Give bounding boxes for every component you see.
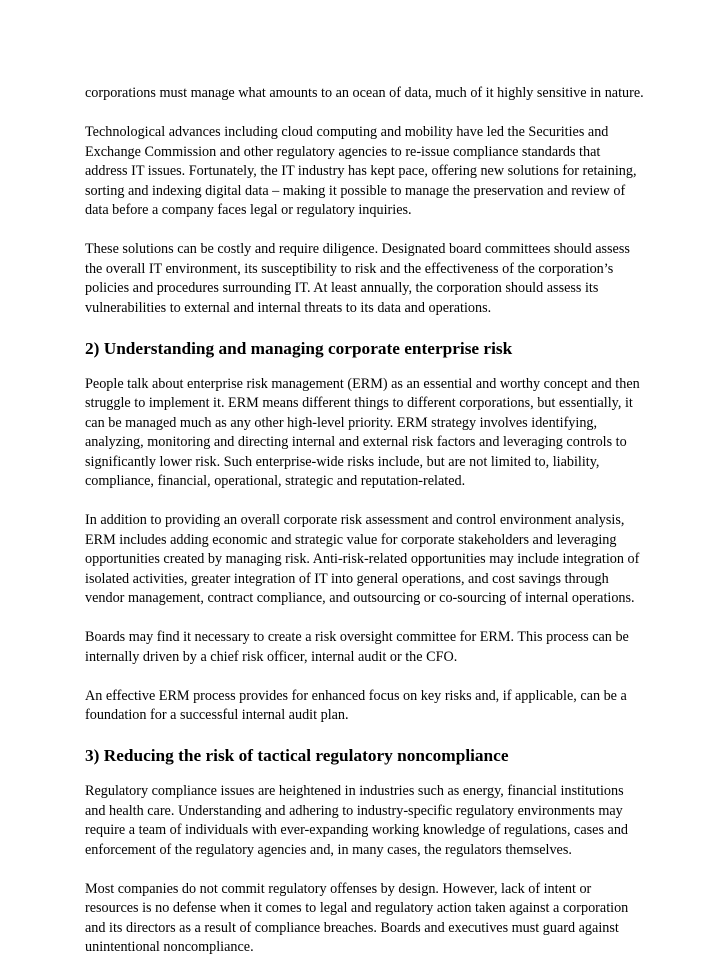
section-3-paragraph-2: Most companies do not commit regulatory offenses by design. However, lack of intent or resources is no defense when it comes to legal and regulatory action taken against a corporation and its directors as a result of compliance breaches. Boards and executives must guard against unintentional noncompliance.: [85, 880, 629, 955]
document-page: [85, 84, 645, 977]
paragraph-intro-2: Technological advances including cloud computing and mobility have led the Securities and Exchange Commission and other regulatory agencies to re-issue compliance standards that address IT issues. Fortunately, the IT industry has kept pace, offering new solutions for retaining, sorting and indexing digital data – making it possible to manage the preservation and review of data before a company faces legal or regulatory inquiries.: [85, 124, 637, 218]
section-3-paragraph-1: Regulatory compliance issues are heightened in industries such as energy, financial institutions and health care. Understanding and adhering to industry-specific regulatory environments may require a team of individuals with ever-expanding working knowledge of regulations, cases and enforcement of the regulatory agencies and, in many cases, the regulators themselves.: [85, 783, 629, 858]
section-2-paragraph-2: In addition to providing an overall corporate risk assessment and control environment analysis, ERM includes adding economic and strategic value for corporate stakeholders and leveraging opportunities created by managing risk. Anti-risk-related opportunities may include integration of isolated activities, greater integration of IT into general operations, and cost savings through vendor management, contract compliance, and outsourcing or co-sourcing of internal operations.: [85, 512, 640, 606]
section-2-heading: 2) Understanding and managing corporate enterprise risk: [85, 338, 513, 358]
section-2-paragraph-1: People talk about enterprise risk management (ERM) as an essential and worthy concept and then struggle to implement it. ERM means different things to different corporations, but essentially, it can be managed much as any other high-level priority. ERM strategy involves identifying, analyzing, monitoring and directing internal and external risk factors and leveraging controls to significantly lower risk. Such enterprise-wide risks include, but are not limited to, liability, compliance, financial, operational, strategic and reputation-related.: [85, 375, 640, 489]
section-3-heading: 3) Reducing the risk of tactical regulatory noncompliance: [85, 746, 509, 765]
paragraph-intro-1: corporations must manage what amounts to an ocean of data, much of it highly sensitive in nature.: [85, 85, 644, 101]
section-2-paragraph-3: Boards may find it necessary to create a risk oversight committee for ERM. This process can be internally driven by a chief risk officer, internal audit or the CFO.: [85, 629, 629, 665]
section-2-paragraph-4: An effective ERM process provides for enhanced focus on key risks and, if applicable, can be a foundation for a successful internal audit plan.: [85, 687, 627, 723]
paragraph-intro-3: These solutions can be costly and require diligence. Designated board committees should assess the overall IT environment, its susceptibility to risk and the effectiveness of the corporation’s policies and procedures surrounding IT. At least annually, the corporation should assess its vulnerabilities to external and internal threats to its data and operations.: [85, 241, 630, 316]
